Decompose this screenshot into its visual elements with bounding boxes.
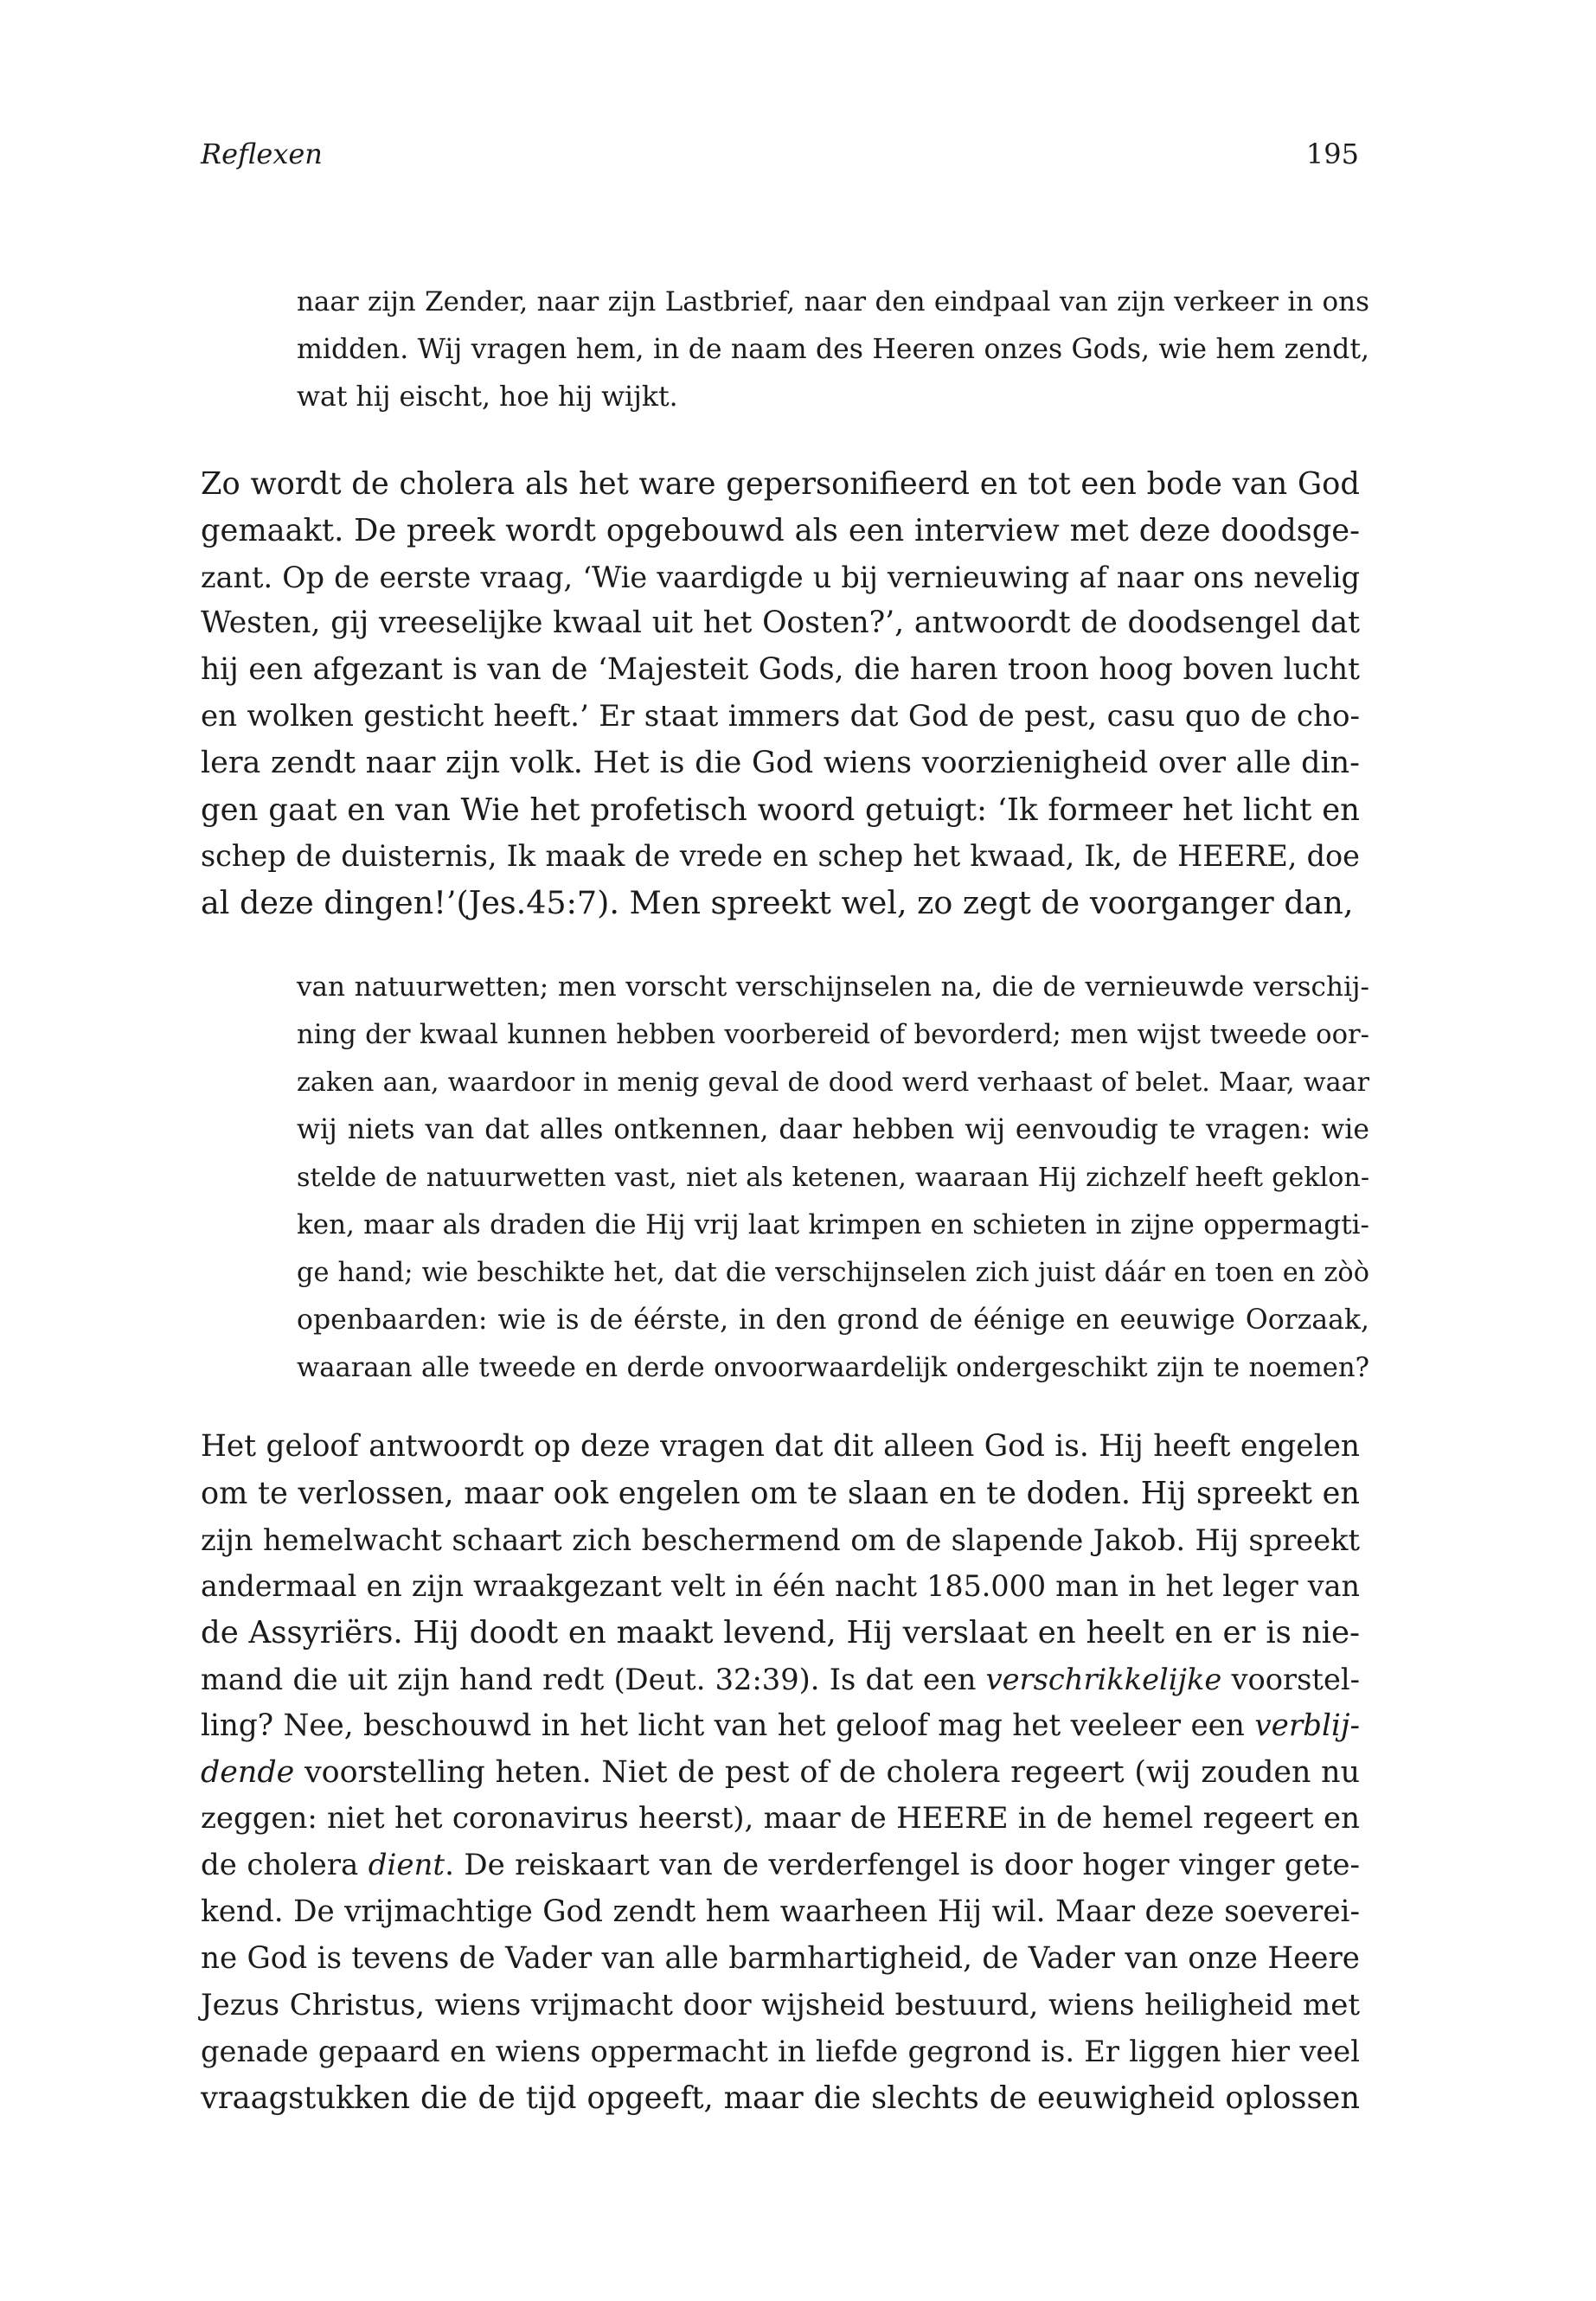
block-quote-2 [297,964,1369,1392]
text-line: waaraan alle tweede en derde onvoorwaardelijk ondergeschikt zijn te noemen? [297,1353,1369,1383]
text-line: en wolken gesticht heeft.’ Er staat immers dat God de pest, casu quo de cho- [201,698,1360,734]
text-line: lera zendt naar zijn volk. Het is die God wiens voorzienigheid over alle din- [201,745,1360,780]
text-line: vraagstukken die de tijd opgeeft, maar die slechts de eeuwigheid oplossen [201,2080,1360,2117]
text-line: zant. Op de eerste vraag, ‘Wie vaardigde u bij vernieuwing af naar ons nevelig [201,560,1360,594]
running-title: Reflexen [201,138,323,170]
text-line [201,1750,1360,1797]
text-run: voorstelling heten. Niet de pest of de cholera regeert (wij zouden nu [294,1754,1360,1790]
text-line [201,1703,1360,1750]
text-line: zeggen: niet het coronavirus heerst), maar de HEERE in de hemel regeert en [201,1801,1360,1836]
text-line: genade gepaard en wiens oppermacht in liefde gegrond is. Er liggen hier veel [201,2035,1360,2069]
text-run: . De reiskaart van de verderfengel is door hoger vinger gete- [445,1848,1360,1883]
text-run: mand die uit zijn hand redt (Deut. 32:39). Is dat een [201,1662,986,1696]
text-line: om te verlossen, maar ook engelen om te slaan en te doden. Hij spreekt en [201,1475,1360,1511]
paragraph-2 [201,1424,1360,2122]
text-run: voorstel- [1221,1662,1360,1696]
text-line: andermaal en zijn wraakgezant velt in één nacht 185.000 man in het leger van [201,1569,1360,1604]
text-line: hij een afgezant is van de ‘Majesteit Gods, die haren troon hoog boven lucht [201,652,1360,688]
text-run: de cholera [201,1848,369,1883]
text-line: zijn hemelwacht schaart zich beschermend om de slapende Jakob. Hij spreekt [201,1522,1360,1557]
text-line: gemaakt. De preek wordt opgebouwd als een interview met deze doodsge- [201,512,1360,548]
text-line: de Assyriërs. Hij doodt en maakt levend, Hij verslaat en heelt en er is nie- [201,1615,1360,1651]
text-line: Jezus Christus, wiens vrijmacht door wijsheid bestuurd, wiens heiligheid met [201,1987,1360,2022]
text-line: kend. De vrijmachtige God zendt hem waarheen Hij wil. Maar deze soeverei- [201,1894,1360,1929]
text-line: wij niets van dat alles ontkennen, daar hebben wij eenvoudig te vragen: wie [297,1114,1369,1145]
block-quote-1 [297,279,1369,421]
text-line: ken, maar als draden die Hij vrij laat krimpen en schieten in zijne oppermagti- [297,1209,1369,1240]
emphasis: verblij- [1254,1708,1360,1743]
text-line: Zo wordt de cholera als het ware gepersonifieerd en tot een bode van God [201,466,1360,502]
emphasis: dende [201,1754,295,1790]
text-line: naar zijn Zender, naar zijn Lastbrief, naar den eindpaal van zijn verkeer in ons [297,286,1369,317]
text-line [201,1657,1360,1703]
text-line: Westen, gij vreeselijke kwaal uit het Oosten?’, antwoordt de doodsengel dat [201,606,1360,641]
text-line: gen gaat en van Wie het profetisch woord getuigt: ‘Ik formeer het licht en [201,792,1360,828]
text-line: wat hij eischt, hoe hij wijkt. [297,381,678,413]
paragraph-1 [201,461,1360,926]
text-line: zaken aan, waardoor in menig geval de dood werd verhaast of belet. Maar, waar [297,1067,1369,1098]
page-number: 195 [1305,138,1359,170]
text-line: schep de duisternis, Ik maak de vrede en schep het kwaad, Ik, de HEERE, doe [201,839,1360,874]
text-line: van natuurwetten; men vorscht verschijnselen na, die de vernieuwde verschij- [297,971,1369,1003]
text-line: ne God is tevens de Vader van alle barmhartigheid, de Vader van onze Heere [201,1940,1360,1976]
text-line: midden. Wij vragen hem, in de naam des Heeren onzes Gods, wie hem zendt, [297,334,1369,365]
text-line: openbaarden: wie is de éérste, in den grond de éénige en eeuwige Oorzaak, [297,1304,1369,1336]
emphasis: dient [368,1848,445,1883]
text-line: Het geloof antwoordt op deze vragen dat dit alleen God is. Hij heeft engelen [201,1429,1360,1464]
text-line [201,1843,1360,1889]
emphasis: verschrikkelijke [985,1662,1222,1696]
text-line: ning der kwaal kunnen hebben voorbereid of bevorderd; men wijst tweede oor- [297,1020,1369,1050]
text-line: al deze dingen!’(Jes.45:7). Men spreekt wel, zo zegt de voorganger dan, [201,884,1354,922]
text-line: ge hand; wie beschikte het, dat die verschijnselen zich juist dáár en toen en zòò [297,1258,1369,1288]
text-line: stelde de natuurwetten vast, niet als ketenen, waaraan Hij zichzelf heeft geklon- [297,1163,1369,1193]
text-run: ling? Nee, beschouwd in het licht van het geloof mag het veeleer een [201,1708,1255,1743]
